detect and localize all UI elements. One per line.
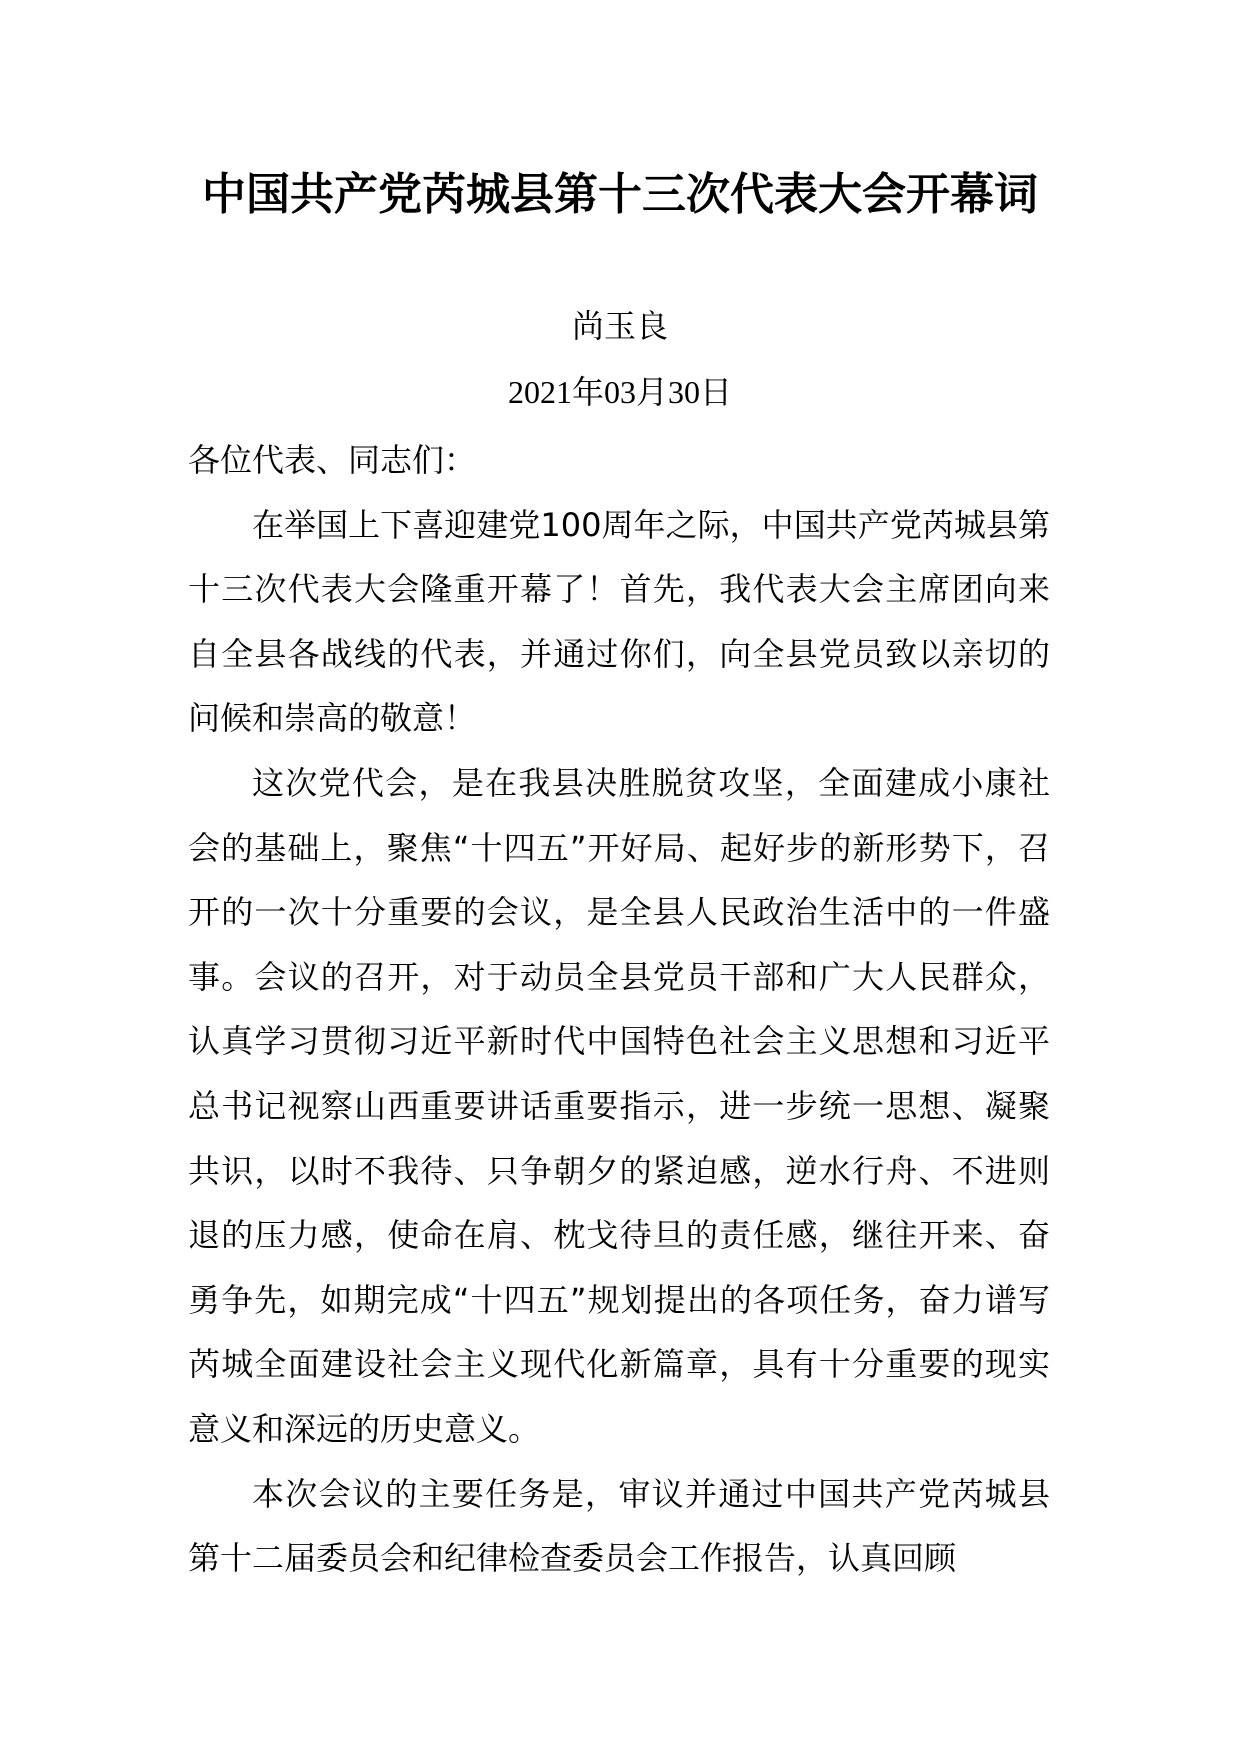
paragraph-1: 在举国上下喜迎建党100周年之际，中国共产党芮城县第十三次代表大会隆重开幕了！首先，我代表大会主席团向来自全县各战线的代表，并通过你们，向全县党员致以亲切的问候和崇高的敬意！ [188, 505, 1050, 738]
paragraph-2: 这次党代会，是在我县决胜脱贫攻坚，全面建成小康社会的基础上，聚焦“十四五”开好局、起好步的新形势下，召开的一次十分重要的会议，是全县人民政治生活中的一件盛事。会议的召开，对于动员全县党员干部和广大人民群众，认真学习贯彻习近平新时代中国特色社会主义思想和习近平总书记视察山西重要讲话重要指示，进一步统一思想、凝聚共识，以时不我待、只争朝夕的紧迫感，逆水行舟、不进则退的压力感，使命在肩、枕戈待旦的责任感，继往开来、奋勇争先，如期完成“十四五”规划提出的各项任务，奋力谱写芮城全面建设社会主义现代化新篇章，具有十分重要的现实意义和深远的历史意义。 [188, 763, 1050, 1448]
salutation: 各位代表、同志们： [188, 441, 477, 479]
document-date: 2021年03月30日 [507, 374, 732, 410]
document-title: 中国共产党芮城县第十三次代表大会开幕词 [202, 169, 1038, 220]
document-body [188, 428, 1050, 1591]
paragraph-3: 本次会议的主要任务是，审议并通过中国共产党芮城县第十二届委员会和纪律检查委员会工作报告，认真回顾 [188, 1474, 1050, 1578]
document-author: 尚玉良 [571, 307, 668, 345]
